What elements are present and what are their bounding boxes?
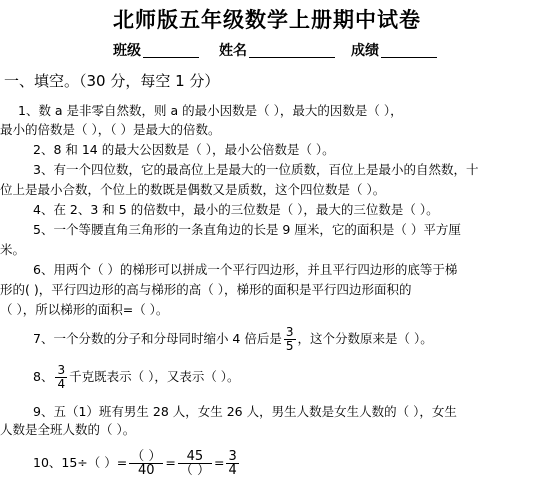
fraction-denominator: 5 bbox=[285, 339, 294, 353]
equals-sign: = bbox=[214, 455, 225, 470]
fraction-denominator: （ ） bbox=[179, 463, 210, 478]
question-6-line-3: （ ），所以梯形的面积=（ ）。 bbox=[0, 302, 169, 317]
fraction-denominator: 4 bbox=[228, 463, 237, 478]
question-3-line-1: 3、有一个四位数，它的最高位上是最大的一位质数，百位上是最小的自然数，十 bbox=[33, 162, 479, 177]
question-5-line-1: 5、一个等腰直角三角形的一条直角边的长是 9 厘米，它的面积是（ ）平方厘 bbox=[33, 222, 461, 237]
question-10-text: 10、15÷（ ）= bbox=[33, 455, 128, 470]
question-8 bbox=[33, 362, 534, 392]
question-1-line-2: 最小的倍数是（ ），（ ）是最大的倍数。 bbox=[0, 122, 221, 137]
name-field[interactable] bbox=[249, 56, 335, 58]
section-heading: 一、填空。（30 分，每空 1 分） bbox=[4, 72, 220, 90]
question-1-line-1: 1、数 a 是非零自然数，则 a 的最小因数是（ ），最大的因数是（ ）， bbox=[18, 103, 403, 118]
class-field[interactable] bbox=[143, 56, 199, 58]
question-6-line-1: 6、用两个（ ）的梯形可以拼成一个平行四边形，并且平行四边形的底等于梯 bbox=[33, 262, 458, 277]
question-9-line-2: 人数是全班人数的（ ）。 bbox=[0, 422, 136, 437]
question-8-number: 8、 bbox=[33, 369, 54, 384]
score-field[interactable] bbox=[381, 56, 437, 58]
question-10-fraction-1 bbox=[129, 450, 163, 477]
fraction-denominator: 40 bbox=[138, 463, 155, 478]
exam-title: 北师版五年级数学上册期中试卷 bbox=[113, 8, 421, 32]
question-7-text: 7、一个分数的分子和分母同时缩小 4 倍后是 bbox=[33, 331, 282, 346]
fraction-numerator: 3 bbox=[228, 449, 237, 464]
score-label: 成绩 bbox=[351, 43, 379, 59]
question-5-line-2: 米。 bbox=[0, 242, 26, 257]
question-6-line-2: 形的( )，平行四边形的高与梯形的高（ ），梯形的面积是平行四边形面积的 bbox=[0, 282, 412, 297]
fraction-denominator: 4 bbox=[57, 377, 66, 391]
question-10-fraction-2 bbox=[178, 450, 212, 477]
name-label: 姓名 bbox=[219, 43, 247, 59]
question-3-line-2: 位上是最小合数，个位上的数既是偶数又是质数，这个四位数是（ ）。 bbox=[0, 182, 386, 197]
question-8-fraction bbox=[55, 364, 67, 391]
question-7 bbox=[33, 324, 534, 354]
question-9-line-1: 9、五（1）班有男生 28 人，女生 26 人，男生人数是女生人数的（ ），女生 bbox=[33, 404, 457, 419]
fraction-numerator: 45 bbox=[178, 450, 212, 464]
fraction-numerator: 3 bbox=[285, 325, 294, 339]
fraction-numerator: （ ） bbox=[131, 449, 162, 464]
question-7-tail: ，这个分数原来是（ ）。 bbox=[297, 331, 433, 346]
question-2: 2、8 和 14 的最大公因数是（ ），最小公倍数是（ ）。 bbox=[33, 142, 335, 157]
question-7-fraction bbox=[284, 326, 296, 353]
question-8-tail: 千克既表示（ ），又表示（ ）。 bbox=[69, 369, 240, 384]
question-10 bbox=[33, 446, 534, 480]
equals-sign: = bbox=[165, 455, 176, 470]
question-10-fraction-3 bbox=[226, 450, 238, 477]
class-label: 班级 bbox=[113, 43, 141, 59]
question-4: 4、在 2、3 和 5 的倍数中，最小的三位数是（ ），最大的三位数是（ ）。 bbox=[33, 202, 439, 217]
fraction-numerator: 3 bbox=[57, 363, 66, 377]
